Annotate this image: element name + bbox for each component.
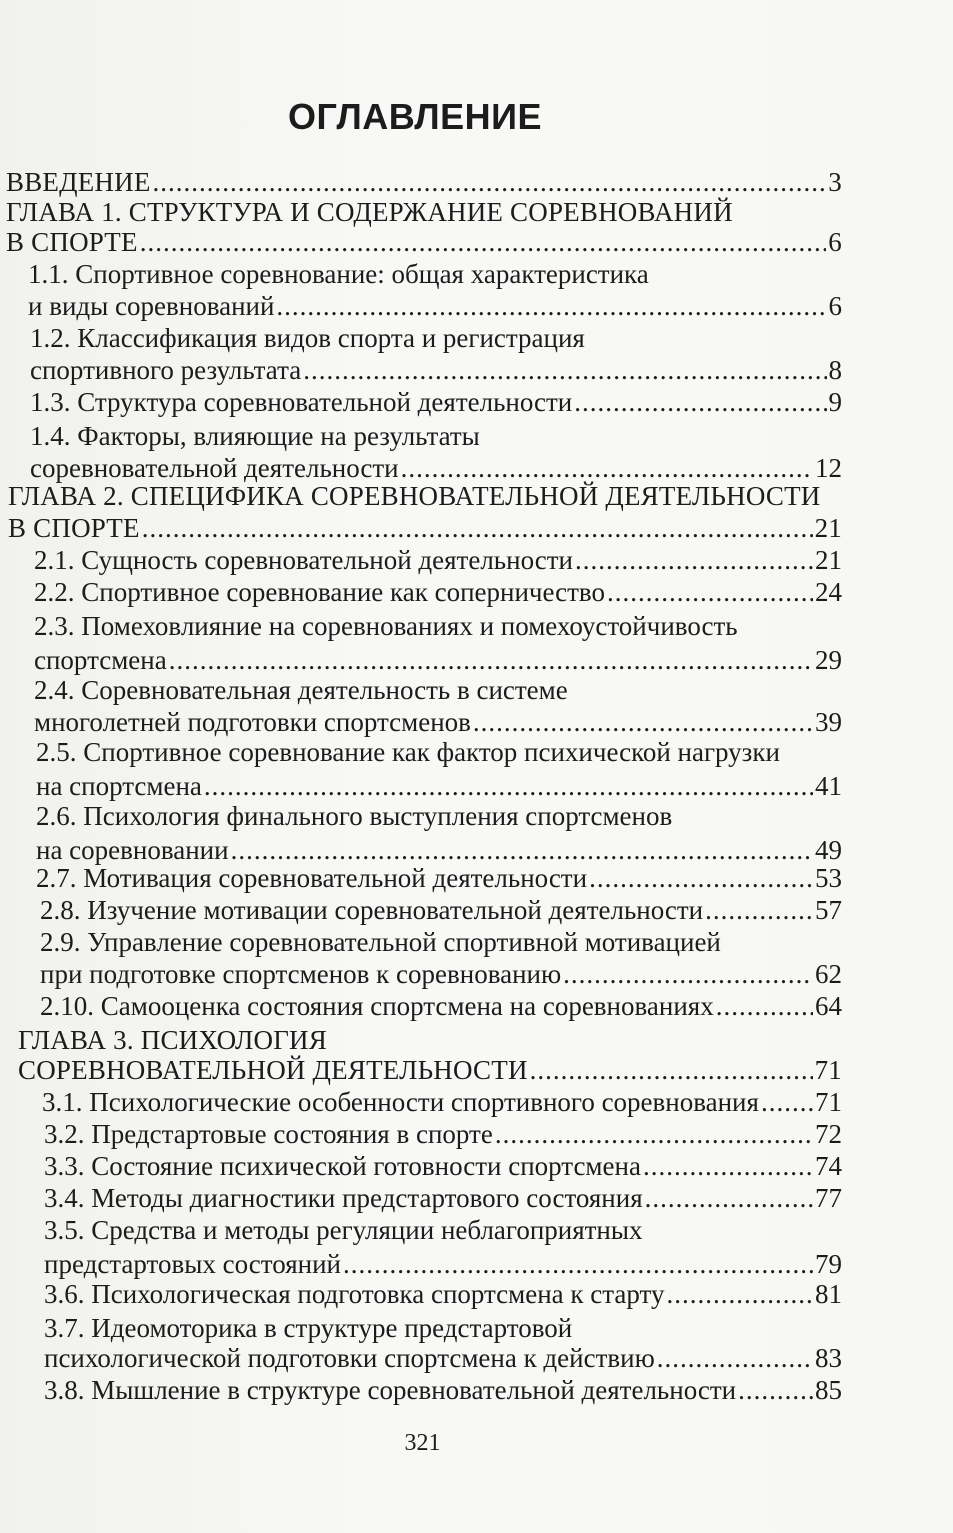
toc-line bbox=[8, 480, 820, 512]
toc-entry-text: В СПОРТЕ bbox=[6, 227, 138, 257]
toc-entry-text: ГЛАВА 1. СТРУКТУРА И СОДЕРЖАНИЕ СОРЕВНОВАНИЙ bbox=[6, 197, 733, 227]
toc-entry-text: 3.5. Средства и методы регуляции неблагоприятных bbox=[44, 1215, 643, 1245]
toc-entry-text: ГЛАВА 3. ПСИХОЛОГИЯ bbox=[18, 1025, 327, 1055]
dot-leader bbox=[705, 894, 813, 926]
toc-entry-text: многолетней подготовки спортсменов bbox=[34, 707, 471, 737]
toc-page-number: 3 bbox=[828, 167, 842, 197]
toc-line bbox=[36, 736, 780, 768]
dot-leader bbox=[303, 354, 826, 386]
toc-entry-text: 3.6. Психологическая подготовка спортсмена к старту bbox=[44, 1279, 665, 1309]
toc-line bbox=[44, 1248, 842, 1280]
toc-line bbox=[30, 420, 480, 452]
toc-line bbox=[6, 226, 842, 258]
toc-line bbox=[34, 610, 738, 642]
toc-line bbox=[34, 644, 842, 676]
toc-entry-text: соревновательной деятельности bbox=[30, 453, 399, 483]
dot-leader bbox=[153, 166, 827, 198]
toc-line bbox=[18, 1054, 842, 1086]
toc-line bbox=[18, 1024, 327, 1056]
toc-page-number: 41 bbox=[815, 771, 842, 801]
toc-line bbox=[44, 1312, 572, 1344]
toc-entry-text: 3.4. Методы диагностики предстартового состояния bbox=[44, 1183, 643, 1213]
toc-entry-text: на спортсмена bbox=[36, 771, 202, 801]
toc-entry-text: психологической подготовки спортсмена к действию bbox=[44, 1343, 655, 1373]
dot-leader bbox=[607, 576, 813, 608]
toc-entry-text: СОРЕВНОВАТЕЛЬНОЙ ДЕЯТЕЛЬНОСТИ bbox=[18, 1055, 528, 1085]
toc-line bbox=[42, 1086, 842, 1118]
dot-leader bbox=[563, 958, 813, 990]
toc-entry-text: на соревновании bbox=[36, 835, 229, 865]
dot-leader bbox=[574, 386, 826, 418]
toc-entry-text: 1.4. Факторы, влияющие на результаты bbox=[30, 421, 480, 451]
toc-entry-text: 2.1. Сущность соревновательной деятельности bbox=[34, 545, 573, 575]
toc-entry-text: 1.1. Спортивное соревнование: общая характеристика bbox=[28, 259, 649, 289]
toc-page-number: 77 bbox=[815, 1183, 842, 1213]
dot-leader bbox=[530, 1054, 813, 1086]
toc-line bbox=[28, 258, 649, 290]
dot-leader bbox=[575, 544, 813, 576]
toc-line bbox=[44, 1214, 643, 1246]
toc-line bbox=[34, 544, 842, 576]
toc-line bbox=[30, 386, 842, 418]
toc-entry-text: спортсмена bbox=[34, 645, 167, 675]
toc-entry-text: ГЛАВА 2. СПЕЦИФИКА СОРЕВНОВАТЕЛЬНОЙ ДЕЯТЕЛЬНОСТИ bbox=[8, 481, 821, 511]
page-number: 321 bbox=[404, 1430, 441, 1456]
toc-page-number: 71 bbox=[815, 1087, 842, 1117]
toc-line bbox=[44, 1118, 842, 1150]
toc-page-number: 21 bbox=[815, 545, 842, 575]
dot-leader bbox=[495, 1118, 813, 1150]
toc-line bbox=[6, 196, 733, 228]
toc-entry-text: 2.5. Спортивное соревнование как фактор психической нагрузки bbox=[36, 737, 780, 767]
toc-page-number: 53 bbox=[815, 863, 842, 893]
toc-entry-text: предстартовых состояний bbox=[44, 1249, 341, 1279]
toc-line bbox=[8, 512, 842, 544]
toc-line bbox=[30, 354, 842, 386]
toc-page-number: 29 bbox=[815, 645, 842, 675]
toc-line bbox=[40, 990, 842, 1022]
dot-leader bbox=[761, 1086, 813, 1118]
toc-line bbox=[34, 576, 842, 608]
dot-leader bbox=[169, 644, 813, 676]
dot-leader bbox=[276, 290, 826, 322]
dot-leader bbox=[473, 706, 813, 738]
toc-line bbox=[40, 894, 842, 926]
toc-line bbox=[6, 166, 842, 198]
dot-leader bbox=[645, 1182, 813, 1214]
toc-page-number: 85 bbox=[815, 1375, 842, 1405]
toc-entry-text: спортивного результата bbox=[30, 355, 302, 385]
toc-line bbox=[36, 800, 672, 832]
dot-leader bbox=[142, 512, 813, 544]
toc-entry-text: 3.1. Психологические особенности спортивного соревнования bbox=[42, 1087, 759, 1117]
toc-page-number: 24 bbox=[815, 577, 842, 607]
dot-leader bbox=[140, 226, 827, 258]
toc-entry-text: 3.7. Идеомоторика в структуре предстартовой bbox=[44, 1313, 573, 1343]
toc-entry-text: 3.2. Предстартовые состояния в спорте bbox=[44, 1119, 493, 1149]
toc-entry-text: 3.3. Состояние психической готовности спортсмена bbox=[44, 1151, 641, 1181]
toc-page-number: 64 bbox=[815, 991, 842, 1021]
toc-entry-text: ВВЕДЕНИЕ bbox=[6, 167, 151, 197]
dot-leader bbox=[343, 1248, 813, 1280]
toc-page-number: 62 bbox=[815, 959, 842, 989]
dot-leader bbox=[666, 1278, 813, 1310]
toc-page-number: 57 bbox=[815, 895, 842, 925]
page-title: ОГЛАВЛЕНИЕ bbox=[287, 96, 543, 137]
toc-page-number: 39 bbox=[815, 707, 842, 737]
toc-line bbox=[36, 862, 842, 894]
dot-leader bbox=[204, 770, 813, 802]
toc-line bbox=[44, 1374, 842, 1406]
dot-leader bbox=[657, 1342, 813, 1374]
toc-entry-text: 2.2. Спортивное соревнование как соперничество bbox=[34, 577, 605, 607]
toc-entry-text: 2.6. Психология финального выступления спортсменов bbox=[36, 801, 673, 831]
dot-leader bbox=[643, 1150, 813, 1182]
toc-page-number: 49 bbox=[815, 835, 842, 865]
toc-entry-text: 3.8. Мышление в структуре соревновательной деятельности bbox=[44, 1375, 737, 1405]
toc-entry-text: 1.3. Структура соревновательной деятельности bbox=[30, 387, 573, 417]
toc-page-number: 71 bbox=[814, 1055, 842, 1085]
toc-entry-text: 2.3. Помеховлияние на соревнованиях и помехоустойчивость bbox=[34, 611, 738, 641]
toc-entry-text: при подготовке спортсменов к соревнованию bbox=[40, 959, 562, 989]
toc-page-number: 9 bbox=[828, 387, 842, 417]
toc-page-number: 83 bbox=[815, 1343, 842, 1373]
toc-line bbox=[28, 290, 842, 322]
toc-page-number: 74 bbox=[815, 1151, 842, 1181]
toc-entry-text: 2.8. Изучение мотивации соревновательной деятельности bbox=[40, 895, 704, 925]
toc-page-number: 81 bbox=[815, 1279, 842, 1309]
toc-page-number: 8 bbox=[828, 355, 842, 385]
toc-line bbox=[40, 958, 842, 990]
toc-page-number: 72 bbox=[815, 1119, 842, 1149]
toc-page-number: 21 bbox=[814, 513, 842, 543]
dot-leader bbox=[589, 862, 813, 894]
toc-entry-text: В СПОРТЕ bbox=[8, 513, 140, 543]
toc-line bbox=[44, 1150, 842, 1182]
toc-page-number: 6 bbox=[828, 291, 842, 321]
toc-line bbox=[44, 1342, 842, 1374]
toc-line bbox=[44, 1278, 842, 1310]
toc-entry-text: 2.4. Соревновательная деятельность в системе bbox=[34, 675, 568, 705]
toc-entry-text: 1.2. Классификация видов спорта и регистрация bbox=[30, 323, 585, 353]
toc-entry-text: 2.10. Самооценка состояния спортсмена на соревнованиях bbox=[40, 991, 714, 1021]
toc-entry-text: 2.9. Управление соревновательной спортивной мотивацией bbox=[40, 927, 721, 957]
toc-entry-text: 2.7. Мотивация соревновательной деятельности bbox=[36, 863, 588, 893]
dot-leader bbox=[716, 990, 813, 1022]
toc-page-number: 12 bbox=[815, 453, 842, 483]
toc-line bbox=[36, 770, 842, 802]
toc-line bbox=[30, 322, 585, 354]
toc-entry-text: и виды соревнований bbox=[28, 291, 275, 321]
toc-line bbox=[34, 674, 568, 706]
toc-page-number: 79 bbox=[815, 1249, 842, 1279]
toc-line bbox=[44, 1182, 842, 1214]
toc-page-number: 6 bbox=[828, 227, 842, 257]
dot-leader bbox=[738, 1374, 813, 1406]
toc-line bbox=[34, 706, 842, 738]
toc-line bbox=[40, 926, 721, 958]
